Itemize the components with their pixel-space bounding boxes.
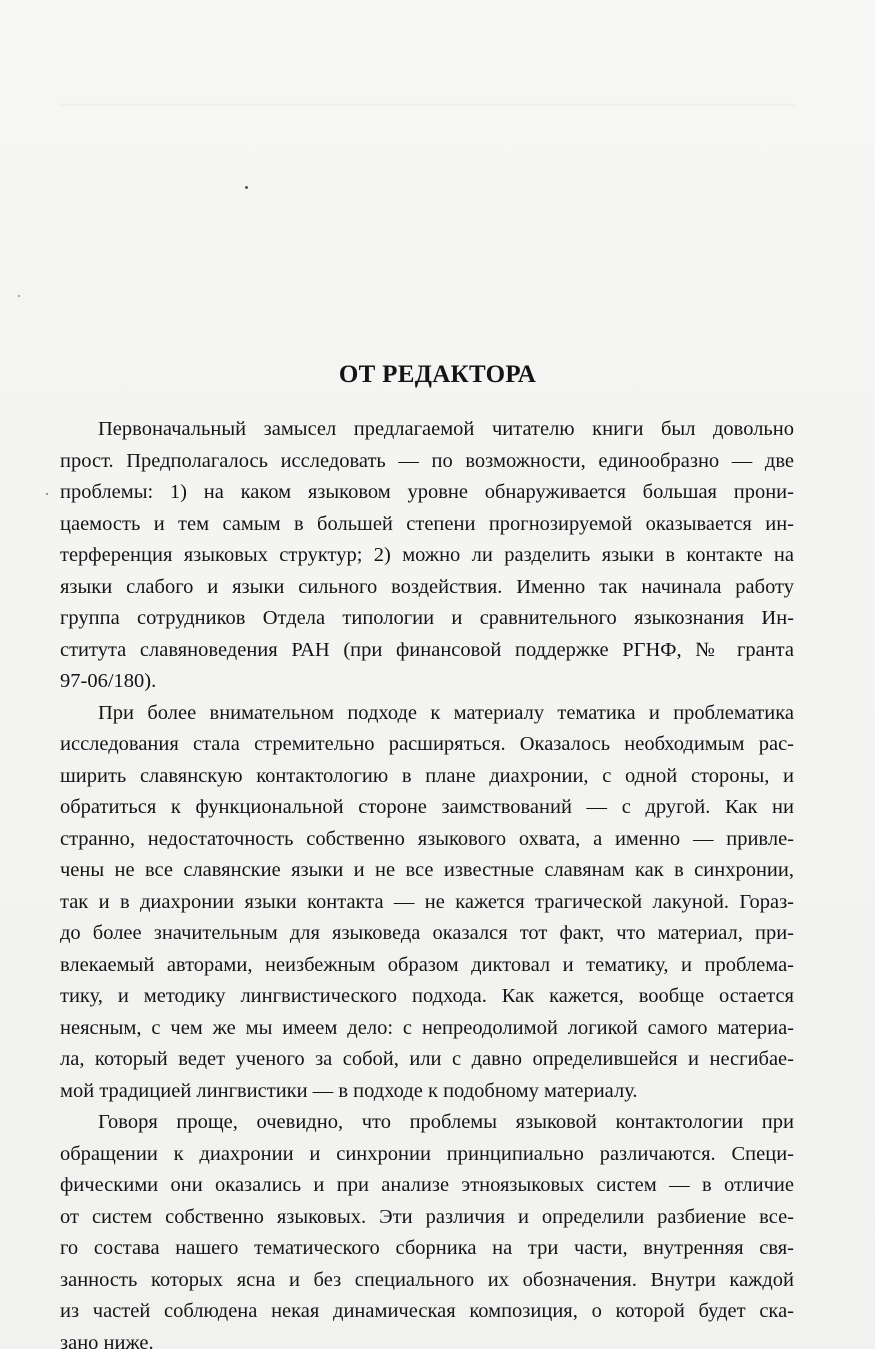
text-line: тику, и методику лингвистического подхода. Как кажется, вообще остается xyxy=(60,985,794,1007)
text-line: влекаемый авторами, неизбежным образом диктовал и тематику, и проблема- xyxy=(60,953,794,976)
text-line: от систем собственно языковых. Эти различия и определили разбиение все- xyxy=(60,1205,794,1228)
paragraph-1 xyxy=(60,414,794,698)
text-line: 97-06/180). xyxy=(60,670,157,692)
paragraph-3 xyxy=(60,1107,794,1349)
paragraph-2 xyxy=(60,698,794,1108)
text-line: При более внимательном подходе к материалу тематика и проблематика xyxy=(98,701,794,724)
text-line: прост. Предполагалось исследовать — по возможности, единообразно — две xyxy=(60,449,794,472)
text-line: из частей соблюдена некая динамическая композиция, о которой будет ска- xyxy=(60,1300,794,1322)
text-line: терференция языковых структур; 2) можно ли разделить языки в контакте на xyxy=(60,544,794,566)
text-line: ширить славянскую контактологию в плане диахронии, с одной стороны, и xyxy=(60,764,794,787)
text-line: зано ниже. xyxy=(60,1331,154,1349)
text-line: Говоря проще, очевидно, что проблемы языковой контактологии при xyxy=(98,1111,794,1133)
text-line: го состава нашего тематического сборника на три части, внутренняя свя- xyxy=(60,1237,794,1259)
text-line: обращении к диахронии и синхронии принципиально различаются. Специ- xyxy=(60,1142,794,1165)
text-line: ститута славяноведения РАН (при финансовой поддержке РГНФ, № гранта xyxy=(60,638,794,661)
text-line: до более значительным для языковеда оказался тот факт, что материал, при- xyxy=(60,922,794,944)
section-title: ОТ РЕДАКТОРА xyxy=(338,361,537,388)
text-line: ла, который ведет ученого за собой, или с давно определившейся и несгибае- xyxy=(60,1048,794,1070)
text-line: группа сотрудников Отдела типологии и сравнительного языкознания Ин- xyxy=(60,607,794,629)
text-line: странно, недостаточность собственно языкового охвата, а именно — привле- xyxy=(60,827,794,850)
scan-speck xyxy=(245,186,248,189)
text-line: цаемость и тем самым в большей степени прогнозируемой оказывается ин- xyxy=(60,512,794,535)
scan-speck xyxy=(18,295,20,297)
text-line: чены не все славянские языки и не все известные славянам как в синхронии, xyxy=(60,859,794,881)
scan-speck xyxy=(46,493,48,495)
text-line: проблемы: 1) на каком языковом уровне обнаруживается большая прони- xyxy=(60,481,794,503)
text-line: занность которых ясна и без специального их обозначения. Внутри каждой xyxy=(60,1268,794,1291)
text-line: фическими они оказались и при анализе этноязыковых систем — в отличие xyxy=(60,1174,794,1196)
text-line: языки слабого и языки сильного воздействия. Именно так начинала работу xyxy=(60,575,794,598)
text-line: неясным, с чем же мы имеем дело: с непреодолимой логикой самого материа- xyxy=(60,1016,794,1039)
text-line: так и в диахронии языки контакта — не кажется трагической лакуной. Гораз- xyxy=(60,890,794,913)
text-line: Первоначальный замысел предлагаемой читателю книги был довольно xyxy=(98,418,794,440)
text-line: исследования стала стремительно расширяться. Оказалось необходимым рас- xyxy=(60,733,794,755)
body-text xyxy=(60,414,794,1349)
text-line: мой традицией лингвистики — в подходе к подобному материалу. xyxy=(60,1079,638,1102)
text-line: обратиться к функциональной стороне заимствований — с другой. Как ни xyxy=(60,796,794,818)
